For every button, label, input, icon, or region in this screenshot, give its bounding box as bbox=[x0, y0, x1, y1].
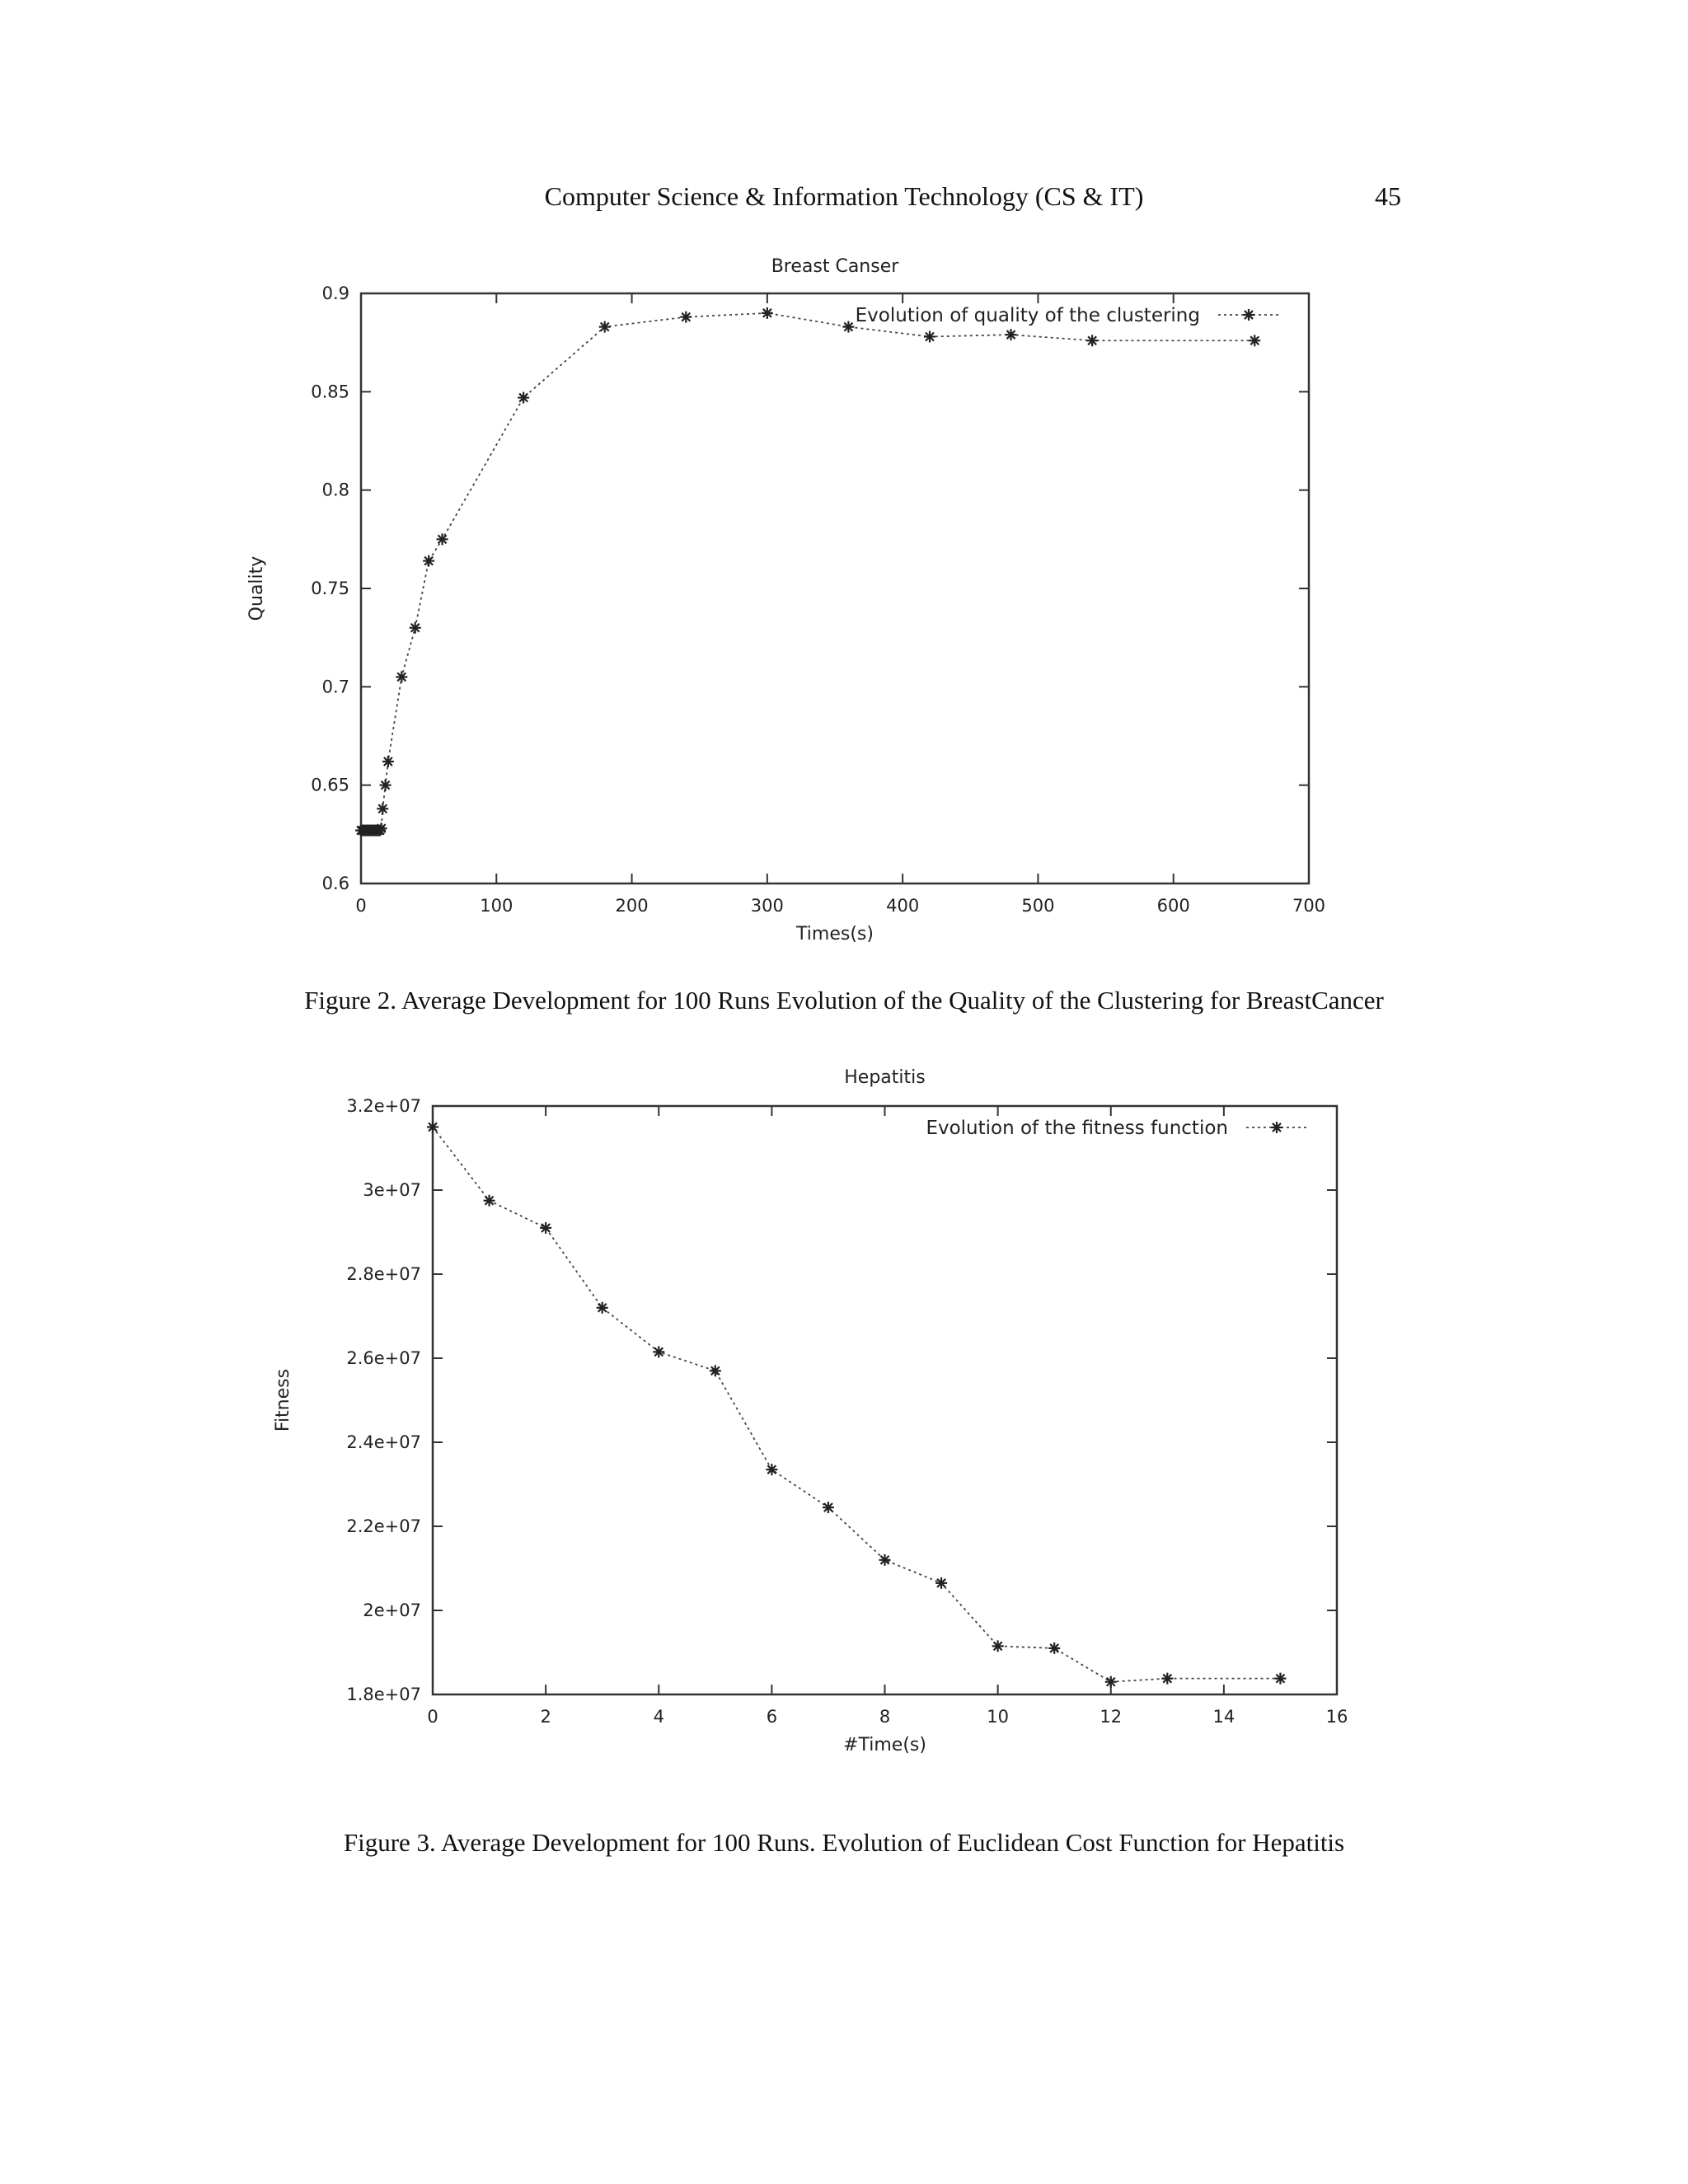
x-tick-label: 10 bbox=[987, 1707, 1009, 1727]
data-point bbox=[410, 622, 421, 634]
breast-cancer-quality-chart bbox=[0, 247, 1688, 964]
data-point bbox=[1274, 1673, 1286, 1685]
data-point bbox=[1086, 335, 1098, 346]
x-tick-label: 14 bbox=[1212, 1707, 1236, 1727]
chart-title: Breast Canser bbox=[771, 256, 899, 277]
data-point bbox=[423, 555, 434, 567]
figure-2-caption: Figure 2. Average Development for 100 Runs Evolution of the Quality of the Clustering for BreastCancer bbox=[304, 986, 1384, 1015]
data-point bbox=[935, 1577, 947, 1589]
x-axis-label: Times(s) bbox=[796, 924, 874, 944]
y-tick-label: 2.8e+07 bbox=[346, 1264, 421, 1284]
y-tick-label: 2.6e+07 bbox=[346, 1348, 421, 1368]
figure-3-caption: Figure 3. Average Development for 100 Runs. Evolution of Euclidean Cost Function for Hepatitis bbox=[343, 1828, 1345, 1857]
x-tick-label: 100 bbox=[480, 896, 513, 916]
plot-frame bbox=[433, 1106, 1337, 1694]
legend-label: Evolution of the fitness function bbox=[926, 1118, 1228, 1139]
data-point bbox=[437, 533, 448, 545]
x-tick-label: 6 bbox=[766, 1707, 778, 1727]
y-axis-label: Fitness bbox=[273, 1368, 293, 1432]
data-point bbox=[924, 331, 935, 343]
x-tick-label: 400 bbox=[886, 896, 920, 916]
x-tick-label: 4 bbox=[653, 1707, 664, 1727]
y-tick-label: 0.6 bbox=[321, 874, 349, 893]
legend-marker bbox=[1243, 309, 1254, 321]
x-tick-label: 16 bbox=[1325, 1707, 1348, 1727]
data-point bbox=[710, 1365, 721, 1376]
data-point bbox=[427, 1122, 438, 1133]
data-point bbox=[540, 1222, 551, 1234]
y-tick-label: 3e+07 bbox=[363, 1180, 421, 1200]
x-tick-label: 600 bbox=[1156, 896, 1190, 916]
y-axis-label: Quality bbox=[246, 555, 267, 621]
data-point bbox=[1105, 1676, 1117, 1688]
page-number: 45 bbox=[1375, 181, 1401, 211]
y-tick-label: 2.4e+07 bbox=[346, 1432, 421, 1452]
y-tick-label: 0.85 bbox=[311, 382, 349, 402]
y-tick-label: 0.75 bbox=[311, 579, 349, 598]
x-tick-label: 8 bbox=[879, 1707, 891, 1727]
page-header-title: Computer Science & Information Technology (CS & IT) bbox=[544, 181, 1144, 211]
x-tick-label: 0 bbox=[355, 896, 367, 916]
data-point bbox=[992, 1640, 1004, 1652]
data-point bbox=[518, 391, 529, 403]
hepatitis-fitness-chart bbox=[0, 1063, 1688, 1788]
data-point bbox=[1048, 1643, 1060, 1654]
data-point bbox=[380, 780, 392, 791]
data-point bbox=[653, 1346, 664, 1357]
data-point bbox=[377, 803, 388, 814]
data-point bbox=[842, 321, 854, 333]
data-point bbox=[599, 321, 611, 333]
data-point bbox=[382, 756, 394, 767]
y-tick-label: 1.8e+07 bbox=[346, 1685, 421, 1704]
data-point bbox=[1161, 1673, 1173, 1685]
data-point bbox=[762, 307, 773, 319]
x-axis-label: #Time(s) bbox=[843, 1735, 926, 1755]
legend-marker bbox=[1271, 1122, 1282, 1133]
data-point bbox=[597, 1302, 608, 1314]
data-point bbox=[1006, 329, 1017, 340]
series-line bbox=[361, 313, 1254, 831]
legend-label: Evolution of quality of the clustering bbox=[855, 305, 1200, 326]
data-point bbox=[766, 1464, 777, 1475]
x-tick-label: 2 bbox=[540, 1707, 551, 1727]
series-line bbox=[433, 1127, 1280, 1682]
y-tick-label: 0.9 bbox=[321, 284, 349, 303]
x-tick-label: 300 bbox=[750, 896, 784, 916]
data-point bbox=[823, 1502, 834, 1513]
data-point bbox=[376, 823, 387, 834]
y-tick-label: 0.7 bbox=[321, 677, 349, 697]
x-tick-label: 0 bbox=[427, 1707, 438, 1727]
x-tick-label: 500 bbox=[1021, 896, 1055, 916]
plot-frame bbox=[361, 293, 1309, 883]
data-point bbox=[879, 1554, 891, 1566]
y-tick-label: 0.8 bbox=[321, 480, 349, 500]
y-tick-label: 0.65 bbox=[311, 775, 349, 795]
y-tick-label: 2e+07 bbox=[363, 1601, 421, 1620]
x-tick-label: 700 bbox=[1292, 896, 1326, 916]
x-tick-label: 200 bbox=[615, 896, 649, 916]
data-point bbox=[396, 671, 407, 682]
y-tick-label: 3.2e+07 bbox=[346, 1096, 421, 1116]
x-tick-label: 12 bbox=[1100, 1707, 1123, 1727]
data-point bbox=[680, 312, 692, 323]
data-point bbox=[484, 1195, 495, 1207]
y-tick-label: 2.2e+07 bbox=[346, 1516, 421, 1536]
chart-title: Hepatitis bbox=[844, 1067, 926, 1088]
data-point bbox=[1249, 335, 1260, 346]
